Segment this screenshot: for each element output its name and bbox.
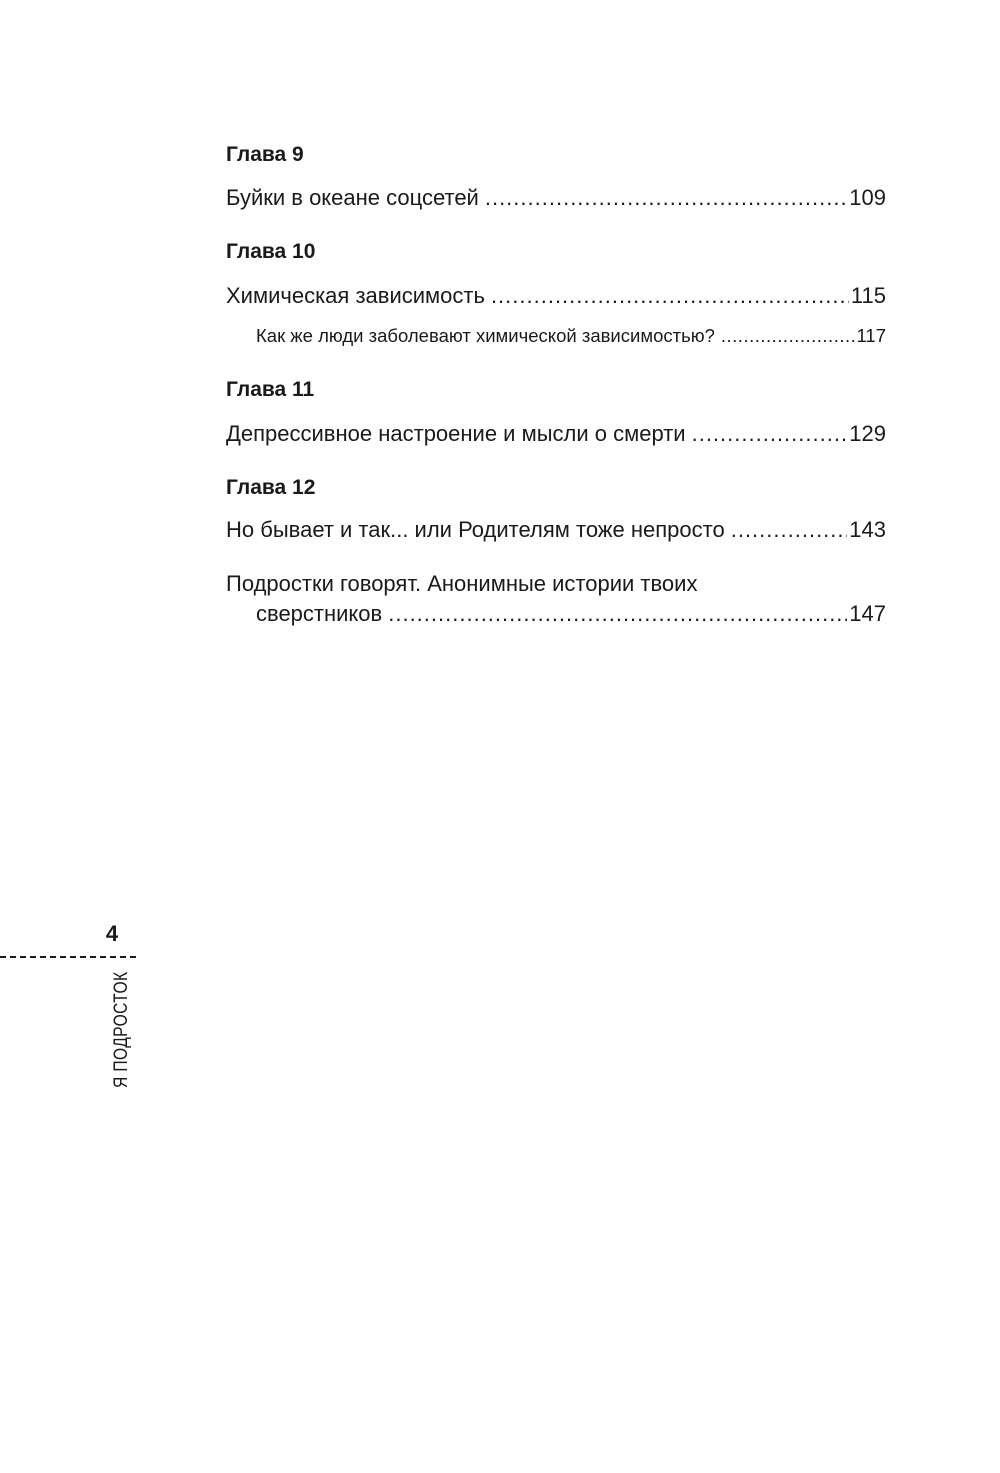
running-head: Я ПОДРОСТОК xyxy=(111,971,132,1088)
toc-entry-page: 109 xyxy=(849,185,886,210)
toc-subentry-chapter-10[interactable] xyxy=(226,321,886,351)
toc-entry-title: Буйки в океане соцсетей xyxy=(226,185,479,210)
chapter-9-heading: Глава 9 xyxy=(226,143,304,166)
chapter-12-heading: Глава 12 xyxy=(226,476,316,499)
toc-entry-chapter-11[interactable] xyxy=(226,419,886,449)
toc-entry-final-line1[interactable]: Подростки говорят. Анонимные истории твоих xyxy=(226,571,698,596)
dot-leader xyxy=(721,321,855,351)
dot-leader xyxy=(388,599,847,629)
table-of-contents xyxy=(226,140,886,629)
toc-entry-page: 129 xyxy=(849,421,886,446)
page-number: 4 xyxy=(105,921,119,946)
chapter-11-heading: Глава 11 xyxy=(226,378,315,401)
toc-subentry-title: Как же люди заболевают химической зависимостью? xyxy=(256,325,715,346)
toc-entry-title: сверстников xyxy=(256,601,383,626)
toc-entry-chapter-12[interactable] xyxy=(226,515,886,545)
toc-entry-final[interactable] xyxy=(226,599,886,629)
toc-subentry-page: 117 xyxy=(856,325,886,346)
toc-entry-title: Химическая зависимость xyxy=(226,283,485,308)
toc-entry-page: 143 xyxy=(849,517,886,542)
dot-leader xyxy=(491,281,849,311)
dot-leader xyxy=(692,419,848,449)
toc-entry-chapter-10[interactable] xyxy=(226,281,886,311)
dot-leader xyxy=(485,183,847,213)
toc-entry-chapter-9[interactable] xyxy=(226,183,886,213)
chapter-10-heading: Глава 10 xyxy=(226,240,316,263)
toc-entry-title: Депрессивное настроение и мысли о смерти xyxy=(226,421,686,446)
toc-entry-title: Но бывает и так... или Родителям тоже непросто xyxy=(226,517,725,542)
toc-entry-page: 147 xyxy=(849,601,886,626)
toc-entry-page: 115 xyxy=(850,283,886,308)
dashed-rule xyxy=(0,956,136,958)
dot-leader xyxy=(731,515,848,545)
